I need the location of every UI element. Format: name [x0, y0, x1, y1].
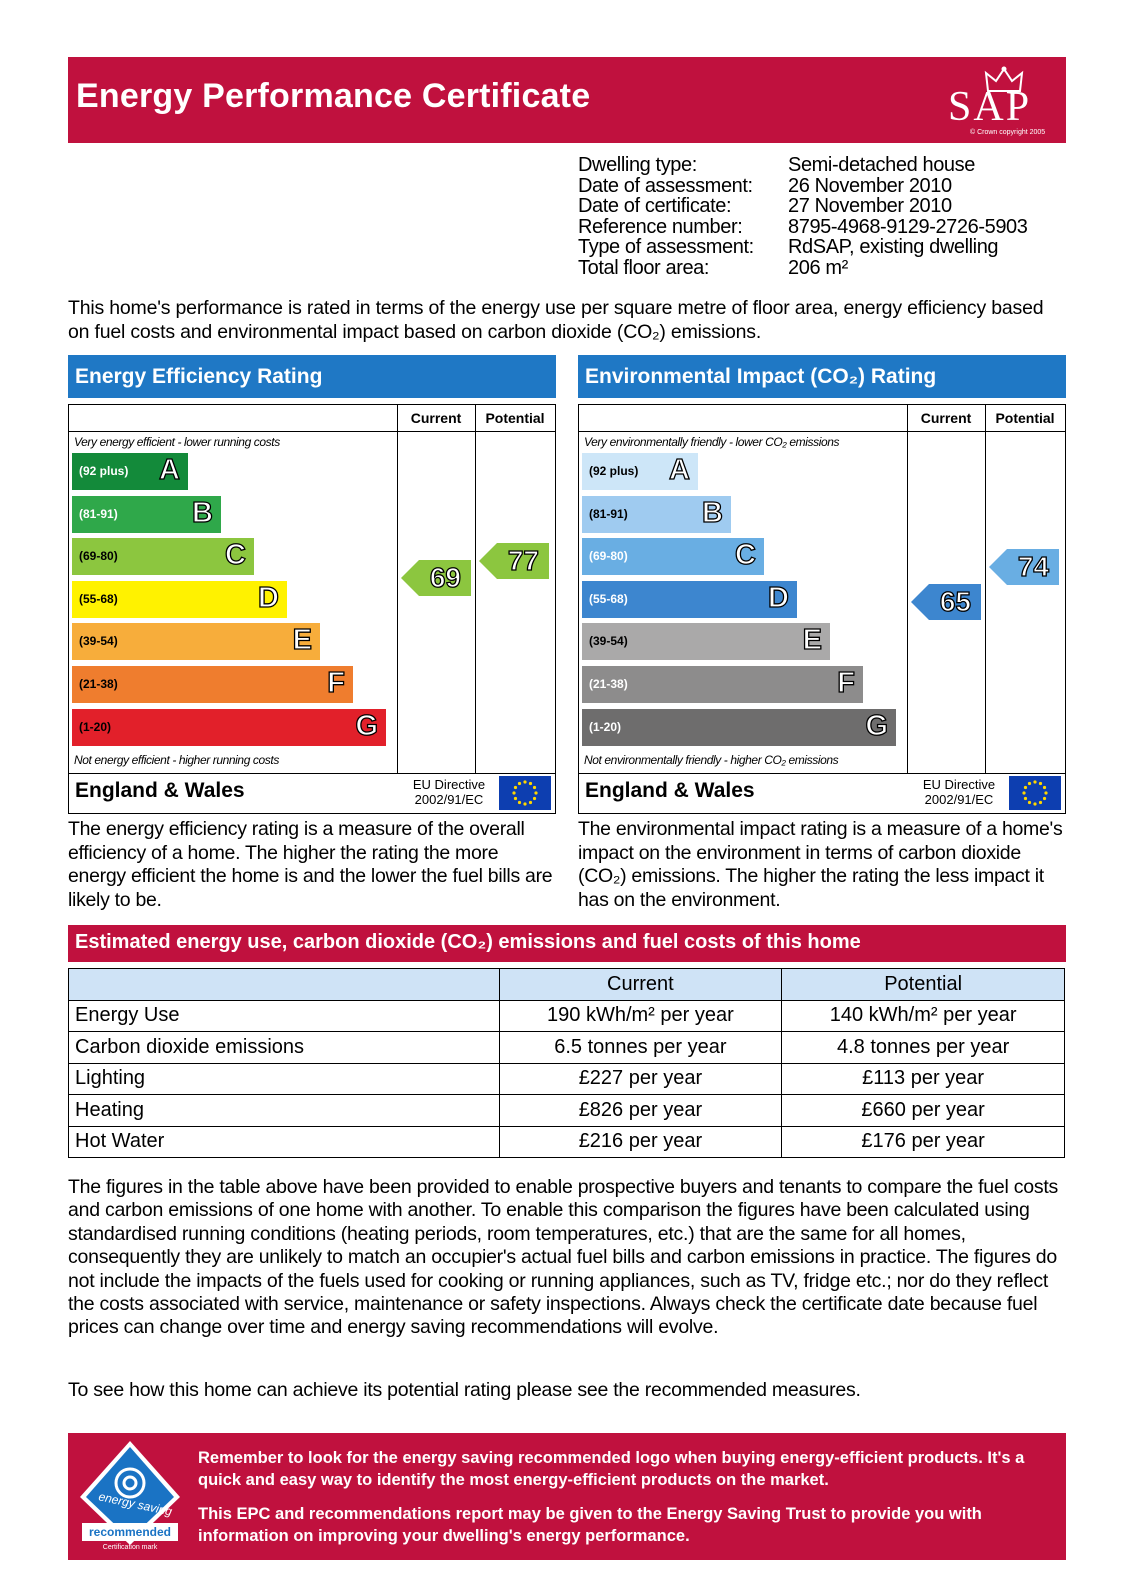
rating-band-d — [72, 581, 287, 618]
table-row — [69, 1000, 1065, 1032]
band-letter: E — [802, 624, 822, 657]
table-row — [69, 1063, 1065, 1095]
row-label: Lighting — [69, 1063, 500, 1095]
row-potential: 4.8 tonnes per year — [782, 1032, 1065, 1064]
band-letter: E — [292, 624, 312, 657]
dwelling-value: RdSAP, existing dwelling — [788, 236, 999, 259]
logo-recommended: recommended — [88, 1525, 172, 1539]
band-range: (1-20) — [589, 719, 622, 734]
potential-rating-arrow — [479, 543, 549, 579]
estimate-table — [68, 968, 1065, 1158]
current-rating-arrow — [911, 584, 981, 620]
energy-efficiency-panel — [68, 355, 556, 814]
band-range: (21-38) — [589, 677, 628, 691]
top-note: Very energy efficient - lower running costs — [74, 435, 280, 449]
rating-band-c — [582, 538, 764, 575]
dwelling-label: Type of assessment: — [578, 236, 754, 259]
banner-text-1: Remember to look for the energy saving recommended logo when buying energy-efficient products. It's a quick and easy way to identify the most energy-efficient products on the market. — [198, 1449, 1025, 1489]
dwelling-value: 8795-4968-9129-2726-5903 — [788, 215, 1028, 238]
eu-flag-icon — [1009, 776, 1061, 810]
rating-band-c — [72, 538, 254, 575]
environmental-impact-title: Environmental Impact (CO₂) Rating — [578, 355, 1066, 398]
dwelling-row — [578, 155, 1028, 176]
row-label: Heating — [69, 1095, 500, 1127]
rating-band-b — [72, 496, 221, 533]
band-letter: F — [327, 667, 345, 699]
row-current: £826 per year — [499, 1095, 782, 1127]
current-rating-value: 69 — [429, 562, 461, 594]
bottom-note: Not energy efficient - higher running costs — [74, 753, 279, 767]
environmental-impact-chart — [578, 404, 1066, 814]
dwelling-label: Total floor area: — [578, 256, 710, 279]
rating-band-g — [72, 709, 386, 746]
potential-rating-value: 74 — [1017, 551, 1049, 583]
dwelling-row — [578, 258, 1028, 279]
rating-band-d — [582, 581, 797, 618]
region-label: England & Wales — [585, 779, 755, 802]
band-range: (92 plus) — [79, 464, 129, 478]
dwelling-label: Dwelling type: — [578, 154, 697, 176]
logo-text: energy saving — [97, 1489, 174, 1519]
environmental-impact-panel — [578, 355, 1066, 814]
table-row — [69, 1032, 1065, 1064]
band-letter: B — [702, 496, 723, 529]
band-range: (81-91) — [589, 506, 628, 521]
potential-rating-value: 77 — [507, 544, 539, 576]
top-note: Very environmentally friendly - lower CO₂ emissions — [584, 435, 840, 449]
rating-band-f — [582, 666, 863, 703]
row-potential: £176 per year — [782, 1126, 1065, 1158]
band-range: (81-91) — [79, 506, 118, 521]
dwelling-label: Reference number: — [578, 215, 743, 238]
band-range: (39-54) — [589, 634, 628, 649]
band-letter: G — [865, 709, 888, 742]
band-range: (1-20) — [79, 719, 112, 734]
dwelling-value: 206 m² — [788, 256, 848, 279]
rating-band-a — [582, 453, 698, 490]
energy-efficiency-chart — [68, 404, 556, 814]
eu-flag-icon — [499, 776, 551, 810]
estimate-title: Estimated energy use, carbon dioxide (CO₂) emissions and fuel costs of this home — [68, 925, 1066, 962]
band-letter: G — [355, 709, 378, 742]
row-label: Carbon dioxide emissions — [69, 1032, 500, 1064]
band-letter: A — [159, 454, 180, 486]
dwelling-label: Date of assessment: — [578, 174, 753, 197]
rating-band-f — [72, 666, 353, 703]
band-range: (55-68) — [79, 591, 118, 606]
energy-saving-recommended-logo — [76, 1439, 184, 1553]
band-range: (21-38) — [79, 677, 118, 691]
row-label: Energy Use — [69, 1000, 500, 1032]
band-letter: C — [225, 539, 246, 572]
environmental-description: The environmental impact rating is a measure of a home's impact on the environment in terms of carbon dioxide (CO₂) emissions. The higher the rating the less impact it has on the environment. — [578, 818, 1063, 911]
dwelling-value: 26 November 2010 — [788, 174, 952, 197]
potential-column-header: Potential — [995, 410, 1055, 426]
table-row — [69, 1095, 1065, 1127]
band-range: (69-80) — [589, 549, 628, 564]
sap-logo-text: SAP — [948, 84, 1032, 130]
panel-footer — [69, 773, 555, 813]
table-row — [69, 1126, 1065, 1158]
panel-footer — [579, 773, 1065, 813]
dwelling-value: Semi-detached house — [788, 154, 975, 176]
intro-text: This home's performance is rated in terms of the energy use per square metre of floor area, energy efficiency based on fuel costs and environmental impact based on carbon dioxide (CO₂) emissions. — [68, 297, 1044, 343]
band-letter: B — [192, 496, 213, 529]
band-letter: C — [735, 539, 756, 572]
band-range: (69-80) — [79, 549, 118, 564]
logo-certification-mark: Certification mark — [102, 1544, 158, 1551]
region-label: England & Wales — [75, 779, 245, 802]
row-current: £227 per year — [499, 1063, 782, 1095]
rating-band-e — [582, 623, 830, 660]
eu-directive: EU Directive 2002/91/EC — [922, 777, 996, 807]
current-rating-value: 65 — [939, 586, 971, 618]
sap-logo — [948, 65, 1058, 139]
band-letter: D — [768, 581, 789, 614]
rating-band-e — [72, 623, 320, 660]
dwelling-value: 27 November 2010 — [788, 195, 952, 218]
recommended-measures-note: To see how this home can achieve its potential rating please see the recommended measures. — [68, 1379, 861, 1401]
row-current: £216 per year — [499, 1126, 782, 1158]
band-letter: A — [669, 454, 690, 486]
page-title: Energy Performance Certificate — [76, 77, 591, 115]
dwelling-row — [578, 176, 1028, 197]
potential-rating-arrow — [989, 549, 1059, 585]
band-letter: F — [837, 667, 855, 699]
energy-efficiency-title: Energy Efficiency Rating — [68, 355, 556, 398]
rating-band-a — [72, 453, 188, 490]
row-potential: £113 per year — [782, 1063, 1065, 1095]
figures-explanation: The figures in the table above have been provided to enable prospective buyers and tenants to compare the fuel costs and carbon emissions of one home with another. To enable this comparison the figures have been calculated using standardised running conditions (heating periods, room temperatures, etc.) that are the same for all homes, consequently they are unlikely to match an occupier's actual fuel bills and carbon emissions in practice. The figures do not include the impacts of the fuels used for cooking or running appliances, such as TV, fridge etc.; nor do they reflect the costs associated with service, maintenance or safety inspections. Always check the certificate date because fuel prices can change over time and energy saving recommendations will evolve. — [68, 1176, 1058, 1339]
dwelling-details — [578, 155, 1028, 279]
certificate-header — [68, 57, 1066, 143]
current-column-header: Current — [920, 410, 972, 426]
rating-band-b — [582, 496, 731, 533]
table-header-current: Current — [499, 969, 782, 1001]
eu-directive: EU Directive 2002/91/EC — [412, 777, 486, 807]
sap-copyright: © Crown copyright 2005 — [970, 129, 1046, 136]
efficiency-description: The energy efficiency rating is a measure of the overall efficiency of a home. The higher the rating the more energy efficient the home is and the lower the fuel bills are likely to be. — [68, 818, 553, 911]
dwelling-label: Date of certificate: — [578, 195, 732, 218]
rating-band-g — [582, 709, 896, 746]
band-range: (39-54) — [79, 634, 118, 649]
current-rating-arrow — [401, 560, 471, 596]
row-current: 6.5 tonnes per year — [499, 1032, 782, 1064]
energy-saving-banner — [68, 1433, 1066, 1560]
banner-text-2: This EPC and recommendations report may be given to the Energy Saving Trust to provide you with information on improving your dwelling's energy performance. — [198, 1505, 982, 1545]
band-letter: D — [258, 581, 279, 614]
table-corner — [69, 969, 500, 1001]
row-potential: 140 kWh/m² per year — [782, 1000, 1065, 1032]
row-potential: £660 per year — [782, 1095, 1065, 1127]
dwelling-row — [578, 217, 1028, 238]
band-range: (55-68) — [589, 591, 628, 606]
dwelling-row — [578, 237, 1028, 258]
current-column-header: Current — [410, 410, 462, 426]
band-range: (92 plus) — [589, 464, 639, 478]
row-current: 190 kWh/m² per year — [499, 1000, 782, 1032]
dwelling-row — [578, 196, 1028, 217]
row-label: Hot Water — [69, 1126, 500, 1158]
bottom-note: Not environmentally friendly - higher CO₂ emissions — [584, 753, 839, 767]
potential-column-header: Potential — [485, 410, 545, 426]
table-header-potential: Potential — [782, 969, 1065, 1001]
